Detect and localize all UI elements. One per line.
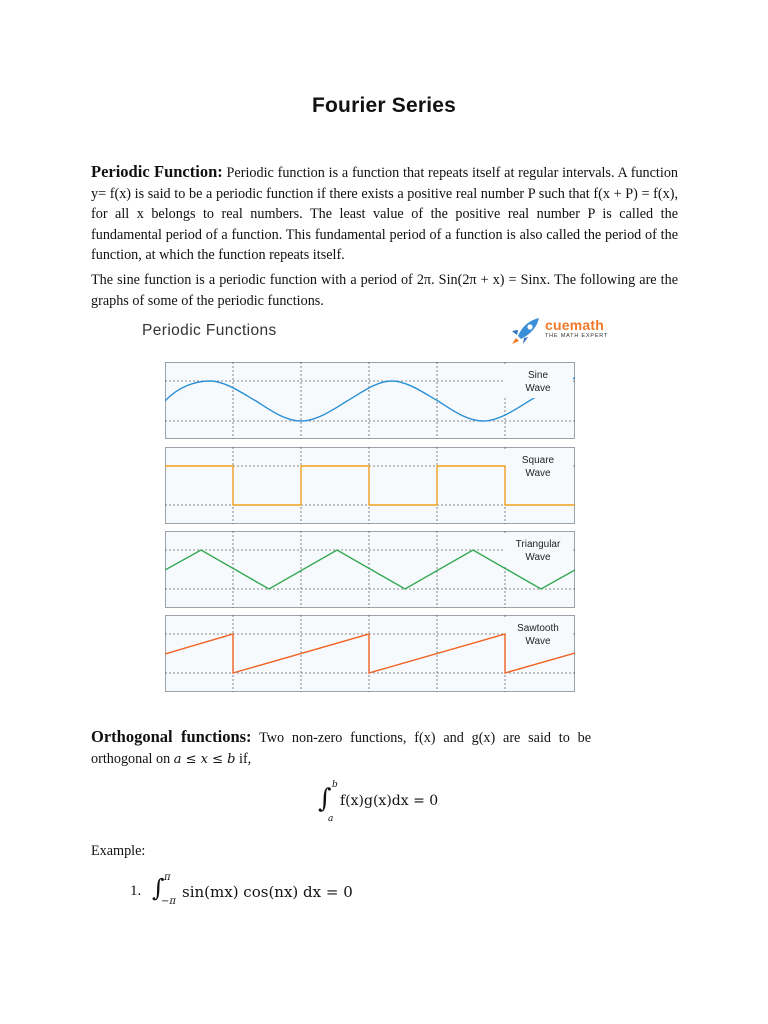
example-label: Example: <box>91 843 146 859</box>
sine-wave-label: Sine Wave <box>525 370 551 394</box>
orthogonal-body-part1: Two non-zero functions, f(x) and g(x) are said to be orthogonal on <box>91 730 592 767</box>
orthogonal-body-part2: if, <box>235 750 252 767</box>
integral-upper-limit: b <box>332 780 338 790</box>
page-title: Fourier Series <box>311 94 457 117</box>
integral-expression: sin(mx) cos(nx) dx = 0 <box>182 883 353 901</box>
figure-title: Periodic Functions <box>142 322 277 339</box>
integral-lower-limit: −π <box>161 896 176 907</box>
integral-sign: ∫ <box>318 784 332 814</box>
cuemath-logo <box>508 316 628 346</box>
sawtooth-wave-label: Sawtooth Wave <box>517 623 559 647</box>
integral-upper-limit: π <box>164 872 171 883</box>
cuemath-logo-tagline: THE MATH EXPERT <box>545 333 609 339</box>
sine-function-paragraph: The sine function is a periodic function with a period of 2π. Sin(2π + x) = Sinx. The following are the graphs of some of the periodic functions. <box>91 272 678 309</box>
sawtooth-wave-panel <box>165 615 575 692</box>
orthogonal-functions-paragraph <box>91 727 591 770</box>
integral-expression: f(x)g(x)dx = 0 <box>340 793 439 809</box>
triangular-wave-panel <box>165 531 575 608</box>
orthogonal-functions-heading: Orthogonal functions: <box>91 727 252 746</box>
orthogonal-range: a ≤ x ≤ b <box>173 751 236 767</box>
periodic-function-paragraph <box>91 162 678 266</box>
square-wave-label: Square Wave <box>521 455 555 479</box>
periodic-function-heading: Periodic Function: <box>91 162 223 181</box>
cuemath-logo-text: cuemath <box>545 317 604 333</box>
integral-lower-limit: a <box>328 814 334 824</box>
triangular-wave-label: Triangular Wave <box>515 539 561 563</box>
example-equation-1 <box>130 872 390 912</box>
rocket-icon <box>508 316 542 346</box>
example-number: 1. <box>130 883 142 899</box>
sine-wave-panel <box>165 362 575 439</box>
periodic-function-body: Periodic function is a function that repeats itself at regular intervals. A function y= f(x) is said to be a periodic function if there exists a positive real number P such that f(x + P) = f(x), for all x belongs to real numbers. The least value of the positive real number P is called the fundamental period of a function. This fundamental period of a function is also called the period of the function, at which the function repeats itself. <box>91 165 679 263</box>
square-wave-panel <box>165 447 575 524</box>
integral-sign: ∫ <box>152 874 165 902</box>
orthogonality-equation <box>318 782 468 828</box>
